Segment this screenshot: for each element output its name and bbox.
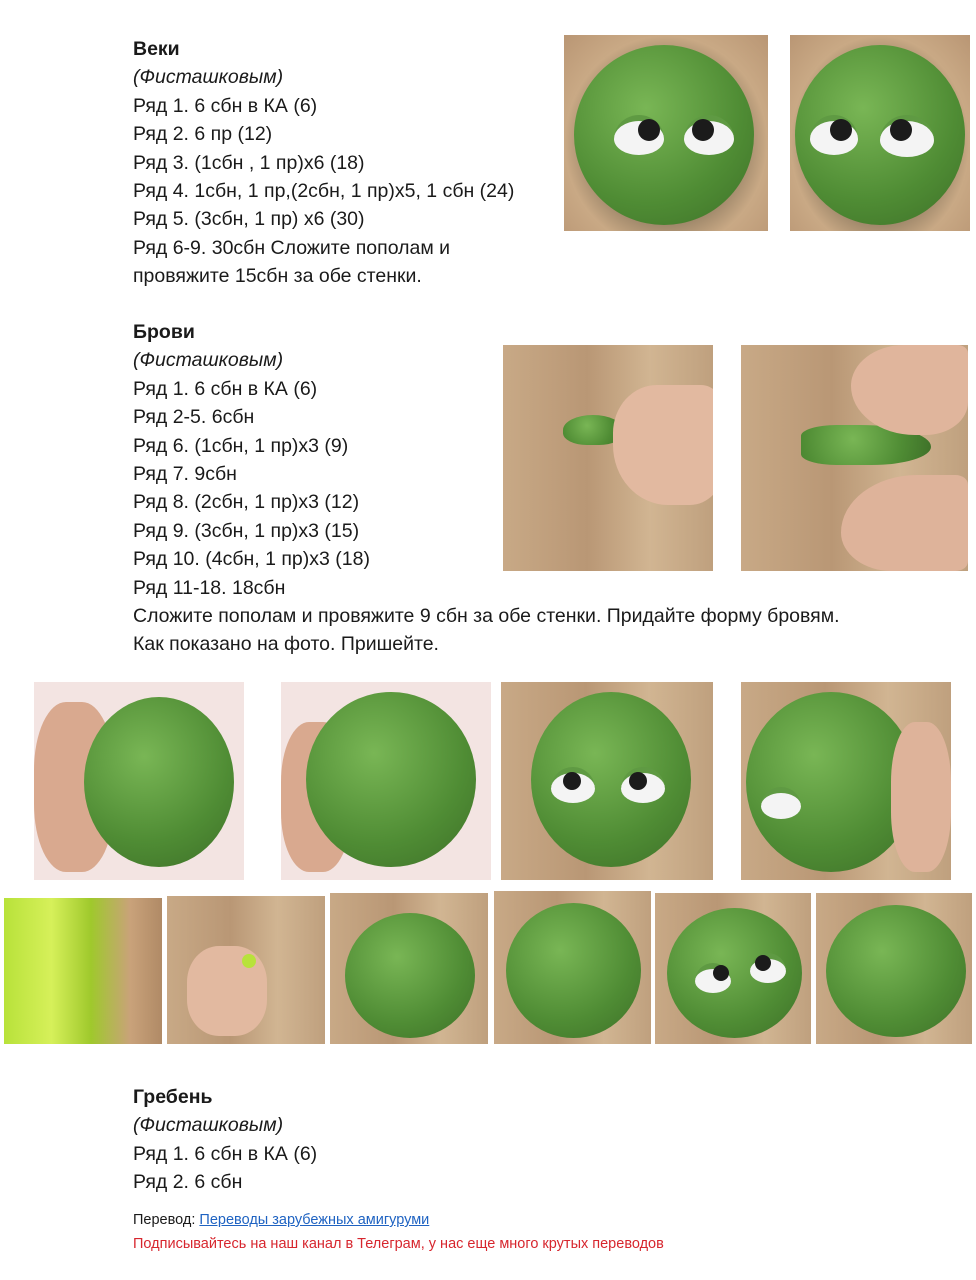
eyebrow-photo <box>503 345 713 571</box>
brovi-row: Ряд 1. 6 сбн в КА (6) <box>133 377 318 400</box>
brovi-color-note: (Фисташковым) <box>133 349 284 372</box>
veki-row: Ряд 3. (1сбн , 1 пр)х6 (18) <box>133 151 365 174</box>
translation-link[interactable]: Переводы зарубежных амигуруми <box>199 1212 430 1228</box>
veki-title: Веки <box>133 38 180 60</box>
veki-row: провяжите 15сбн за обе стенки. <box>133 265 422 288</box>
greben-row: Ряд 2. 6 сбн <box>133 1171 243 1194</box>
translation-label: Перевод: <box>133 1212 196 1228</box>
eyelids-photo <box>790 35 970 231</box>
brovi-row: Ряд 11-18. 18сбн <box>133 576 286 599</box>
brovi-title: Брови <box>133 321 195 343</box>
brovi-row: Ряд 2-5. 6сбн <box>133 406 255 429</box>
brovi-row: Ряд 10. (4сбн, 1 пр)х3 (18) <box>133 548 370 571</box>
eyebrow-shaping-photo <box>281 682 491 880</box>
veki-row: Ряд 1. 6 сбн в КА (6) <box>133 94 318 117</box>
greben-row: Ряд 1. 6 сбн в КА (6) <box>133 1142 318 1165</box>
eyebrow-shaping-photo <box>34 682 244 880</box>
eyelids-photo <box>564 35 768 231</box>
brovi-row: Ряд 8. (2сбн, 1 пр)х3 (12) <box>133 491 360 514</box>
veki-section <box>133 35 514 291</box>
eyebrow-shaping-photo <box>501 682 713 880</box>
veki-row: Ряд 2. 6 пр (12) <box>133 123 273 146</box>
brovi-instruction: Сложите пополам и провяжите 9 сбн за обе стенки. Придайте форму бровям. <box>133 605 840 628</box>
brovi-instruction: Как показано на фото. Пришейте. <box>133 633 439 656</box>
crest-photo <box>816 893 972 1044</box>
brovi-section <box>133 318 840 659</box>
eyebrow-photo <box>741 345 968 571</box>
crest-yarn-photo <box>4 898 162 1044</box>
greben-title: Гребень <box>133 1086 213 1108</box>
brovi-row: Ряд 7. 9сбн <box>133 463 237 486</box>
translation-line <box>133 1212 429 1228</box>
crest-photo <box>655 893 811 1044</box>
crest-photo <box>494 891 651 1044</box>
brovi-row: Ряд 6. (1сбн, 1 пр)х3 (9) <box>133 434 349 457</box>
greben-section <box>133 1083 317 1197</box>
veki-row: Ряд 4. 1сбн, 1 пр,(2сбн, 1 пр)х5, 1 сбн (24) <box>133 180 515 203</box>
subscribe-text: Подписывайтесь на наш канал в Телеграм, у нас еще много крутых переводов <box>133 1236 664 1252</box>
veki-row: Ряд 5. (3сбн, 1 пр) х6 (30) <box>133 208 365 231</box>
veki-color-note: (Фисташковым) <box>133 66 284 89</box>
veki-row: Ряд 6-9. 30сбн Сложите пополам и <box>133 236 451 259</box>
crest-bobble-photo <box>167 896 325 1044</box>
brovi-row: Ряд 9. (3сбн, 1 пр)х3 (15) <box>133 519 360 542</box>
crest-photo <box>330 893 488 1044</box>
greben-color-note: (Фисташковым) <box>133 1114 284 1137</box>
eyebrow-shaping-photo <box>741 682 951 880</box>
